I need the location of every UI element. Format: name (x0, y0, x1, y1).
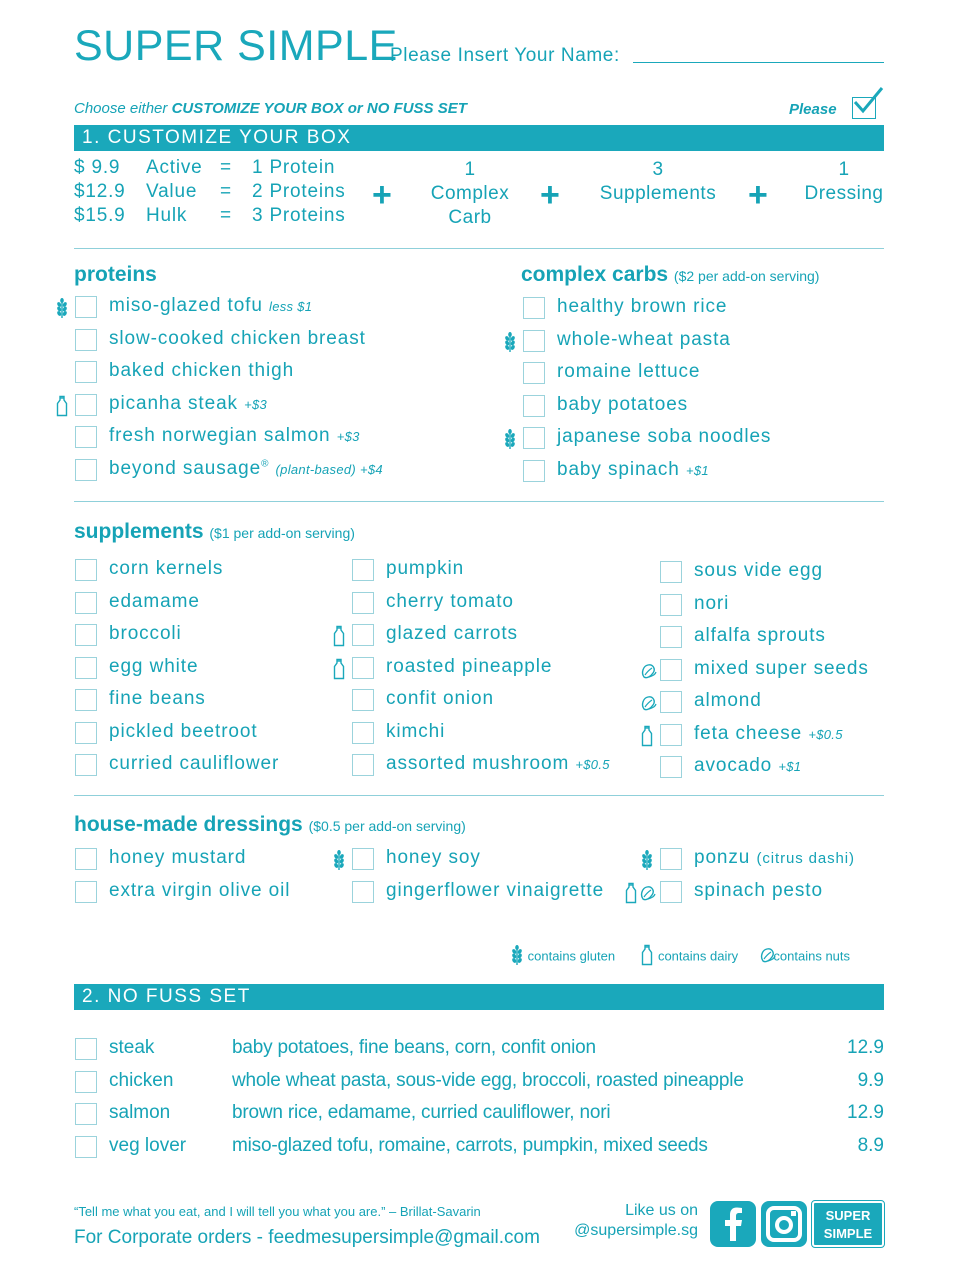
option-gingerflower-vinaigrette[interactable] (386, 880, 604, 902)
dressings-heading: house-made dressings ($0.5 per add-on serving) (74, 813, 466, 836)
social-handle[interactable]: @supersimple.sg (574, 1222, 698, 1239)
set-name[interactable]: salmon (109, 1102, 171, 1123)
tier-price: $ 9.9 (74, 157, 121, 178)
option-label: spinach pesto (694, 879, 823, 901)
divider (74, 501, 884, 502)
tier-name: Hulk (146, 205, 188, 226)
instagram-icon[interactable] (761, 1201, 807, 1247)
option-miso-glazed-tofu[interactable] (109, 295, 312, 317)
tier-proteins: 2 Proteins (252, 181, 346, 202)
like-us-label: Like us on (625, 1202, 698, 1219)
option-edamame[interactable] (109, 591, 200, 613)
nut-icon (640, 660, 654, 682)
checkmark-icon (851, 86, 885, 116)
option-label: baked chicken thigh (109, 360, 295, 382)
wheat-icon (503, 331, 517, 353)
option-alfalfa-sprouts[interactable] (694, 625, 826, 647)
checkbox-romaine-lettuce[interactable] (523, 362, 545, 384)
component-carb: 1 Complex Carb (430, 159, 510, 228)
checkbox-picanha-steak[interactable] (75, 394, 97, 416)
option-label: baby spinach (557, 459, 680, 480)
checkbox-assorted-mushroom[interactable] (352, 754, 374, 776)
checkbox-slow-cooked-chicken-breast[interactable] (75, 329, 97, 351)
option-note: +$0.5 (808, 726, 843, 742)
option-label: nori (694, 592, 730, 614)
option-baked-chicken-thigh[interactable] (109, 360, 294, 382)
option-label: gingerflower vinaigrette (386, 879, 605, 901)
checkbox-spinach-pesto[interactable] (660, 881, 682, 903)
checkbox-cherry-tomato[interactable] (352, 592, 374, 614)
option-spinach-pesto[interactable] (694, 880, 823, 902)
option-label: baby potatoes (557, 393, 689, 415)
checkbox-set-steak[interactable] (75, 1038, 97, 1060)
option-note: +$1 (685, 463, 709, 478)
option-label: curried cauliflower (109, 753, 280, 774)
option-cherry-tomato[interactable] (386, 591, 514, 613)
tier-proteins: 3 Proteins (252, 205, 346, 226)
tier-name: Value (146, 181, 198, 202)
set-price: 12.9 (847, 1037, 884, 1058)
set-description: baby potatoes, fine beans, corn, confit onion (232, 1037, 596, 1058)
brand-title: SUPER SIMPLE (74, 22, 398, 70)
checkbox-sous-vide-egg[interactable] (660, 561, 682, 583)
checkbox-beyond-sausage[interactable] (75, 459, 97, 481)
option-note: (plant-based) +$4 (275, 462, 383, 477)
milk-bottle-icon (640, 725, 654, 747)
option-label: healthy brown rice (557, 296, 728, 317)
tier-equals: = (220, 157, 232, 178)
option-label: glazed carrots (386, 623, 518, 644)
section-customize-header: 1. CUSTOMIZE YOUR BOX (74, 125, 884, 151)
option-feta-cheese[interactable] (694, 723, 843, 745)
option-baby-spinach[interactable] (557, 459, 709, 481)
checkbox-set-chicken[interactable] (75, 1071, 97, 1093)
milk-bottle-icon (624, 882, 638, 904)
set-price: 9.9 (857, 1069, 884, 1091)
please-label: Please (789, 101, 837, 118)
set-name[interactable]: veg lover (109, 1134, 187, 1156)
option-label: egg white (109, 655, 199, 677)
option-label: picanha steak (109, 392, 238, 414)
checkbox-almond[interactable] (660, 691, 682, 713)
option-fresh-norwegian-salmon[interactable] (109, 425, 360, 447)
checkbox-curried-cauliflower[interactable] (75, 754, 97, 776)
set-name[interactable]: steak (109, 1037, 155, 1058)
checkbox-miso-glazed-tofu[interactable] (75, 296, 97, 318)
option-label: alfalfa sprouts (694, 625, 826, 646)
option-glazed-carrots[interactable] (386, 623, 518, 645)
option-label: edamame (109, 590, 200, 612)
divider (74, 248, 884, 249)
nut-icon (639, 882, 653, 904)
option-label: roasted pineapple (386, 655, 553, 677)
checkbox-roasted-pineapple[interactable] (352, 657, 374, 679)
checkbox-japanese-soba-noodles[interactable] (523, 427, 545, 449)
allergen-legend: contains gluten contains dairy contains nuts (510, 946, 850, 968)
option-note: (citrus dashi) (756, 850, 855, 867)
set-name[interactable]: chicken (109, 1069, 174, 1091)
option-fine-beans[interactable] (109, 688, 206, 710)
option-label: avocado (694, 755, 773, 776)
option-label: pumpkin (386, 558, 465, 579)
option-pickled-beetroot[interactable] (109, 721, 258, 743)
facebook-icon[interactable] (710, 1201, 756, 1247)
option-note: +$3 (336, 429, 360, 445)
wheat-icon (510, 944, 524, 966)
checkbox-ponzu[interactable] (660, 848, 682, 870)
checkbox-glazed-carrots[interactable] (352, 624, 374, 646)
set-price: 12.9 (847, 1102, 884, 1123)
wheat-icon (55, 297, 69, 319)
option-healthy-brown-rice[interactable] (557, 296, 727, 318)
name-prompt: Please Insert Your Name: (390, 45, 620, 66)
please-checkbox[interactable] (852, 97, 876, 119)
checkbox-fresh-norwegian-salmon[interactable] (75, 426, 97, 448)
checkbox-baby-potatoes[interactable] (523, 395, 545, 417)
option-slow-cooked-chicken-breast[interactable] (109, 328, 366, 350)
checkbox-pickled-beetroot[interactable] (75, 722, 97, 744)
option-honey-soy[interactable] (386, 847, 481, 869)
option-ponzu[interactable] (694, 847, 855, 869)
checkbox-extra-virgin-olive-oil[interactable] (75, 881, 97, 903)
checkbox-alfalfa-sprouts[interactable] (660, 626, 682, 648)
component-supplements: 3 Supplements (599, 159, 717, 204)
checkbox-pumpkin[interactable] (352, 559, 374, 581)
option-label: fresh norwegian salmon (109, 425, 331, 447)
corporate-orders: For Corporate orders - feedmesupersimple@gmail.com (74, 1227, 540, 1248)
option-label: honey soy (386, 847, 481, 868)
carbs-heading: complex carbs ($2 per add-on serving) (521, 263, 820, 286)
option-extra-virgin-olive-oil[interactable] (109, 880, 290, 902)
tier-equals: = (220, 205, 232, 226)
checkbox-gingerflower-vinaigrette[interactable] (352, 881, 374, 903)
set-description: brown rice, edamame, curried cauliflower, nori (232, 1102, 611, 1123)
checkbox-honey-soy[interactable] (352, 848, 374, 870)
option-label: fine beans (109, 688, 206, 709)
set-price: 8.9 (857, 1134, 884, 1156)
checkbox-nori[interactable] (660, 594, 682, 616)
registered-mark: ® (261, 458, 270, 470)
option-baby-potatoes[interactable] (557, 394, 688, 416)
wheat-icon (332, 849, 346, 871)
option-label: beyond sausage (109, 458, 262, 479)
option-label: feta cheese (694, 722, 803, 744)
checkbox-feta-cheese[interactable] (660, 724, 682, 746)
option-assorted-mushroom[interactable] (386, 753, 610, 775)
set-description: whole wheat pasta, sous-vide egg, broccoli, roasted pineapple (232, 1069, 744, 1091)
wheat-icon (640, 849, 654, 871)
option-japanese-soba-noodles[interactable] (557, 426, 771, 448)
option-confit-onion[interactable] (386, 688, 494, 710)
checkbox-healthy-brown-rice[interactable] (523, 297, 545, 319)
checkbox-edamame[interactable] (75, 592, 97, 614)
checkbox-corn-kernels[interactable] (75, 559, 97, 581)
milk-bottle-icon (55, 395, 69, 417)
option-curried-cauliflower[interactable] (109, 753, 279, 775)
checkbox-kimchi[interactable] (352, 722, 374, 744)
milk-bottle-icon (640, 944, 654, 966)
name-field[interactable] (633, 62, 884, 63)
option-pumpkin[interactable] (386, 558, 464, 580)
checkbox-honey-mustard[interactable] (75, 848, 97, 870)
tier-proteins: 1 Protein (252, 157, 336, 178)
option-roasted-pineapple[interactable] (386, 656, 552, 678)
checkbox-baby-spinach[interactable] (523, 460, 545, 482)
option-note: less $1 (269, 299, 313, 314)
option-label: almond (694, 690, 762, 711)
component-dressing: 1 Dressing (804, 159, 884, 204)
tier-price: $12.9 (74, 181, 126, 202)
checkbox-egg-white[interactable] (75, 657, 97, 679)
option-avocado[interactable] (694, 755, 801, 777)
option-label: extra virgin olive oil (109, 879, 291, 901)
option-egg-white[interactable] (109, 656, 198, 678)
option-label: pickled beetroot (109, 720, 258, 742)
option-label: confit onion (386, 688, 494, 709)
plus-sign-2: + (540, 176, 560, 214)
super-simple-logo: SUPER SIMPLE (812, 1201, 884, 1247)
option-label: whole-wheat pasta (557, 328, 731, 350)
option-label: honey mustard (109, 847, 247, 868)
option-almond[interactable] (694, 690, 762, 712)
option-corn-kernels[interactable] (109, 558, 223, 580)
tier-equals: = (220, 181, 232, 202)
option-mixed-super-seeds[interactable] (694, 658, 869, 680)
option-sous-vide-egg[interactable] (694, 560, 823, 582)
option-whole-wheat-pasta[interactable] (557, 329, 731, 351)
nut-icon (759, 944, 773, 966)
option-label: corn kernels (109, 558, 224, 579)
option-label: broccoli (109, 623, 182, 644)
option-honey-mustard[interactable] (109, 847, 246, 869)
divider (74, 795, 884, 796)
checkbox-baked-chicken-thigh[interactable] (75, 361, 97, 383)
option-romaine-lettuce[interactable] (557, 361, 700, 383)
supplements-heading: supplements ($1 per add-on serving) (74, 520, 355, 543)
checkbox-avocado[interactable] (660, 756, 682, 778)
plus-sign-1: + (372, 176, 392, 214)
option-nori[interactable] (694, 593, 729, 615)
checkbox-whole-wheat-pasta[interactable] (523, 330, 545, 352)
checkbox-confit-onion[interactable] (352, 689, 374, 711)
tier-price: $15.9 (74, 205, 126, 226)
option-label: kimchi (386, 720, 446, 742)
option-picanha-steak[interactable] (109, 393, 267, 415)
checkbox-broccoli[interactable] (75, 624, 97, 646)
option-label: mixed super seeds (694, 657, 869, 679)
option-label: assorted mushroom (386, 753, 570, 774)
option-note: +$0.5 (575, 757, 610, 772)
option-note: +$3 (244, 396, 268, 412)
option-label: miso-glazed tofu (109, 295, 263, 316)
checkbox-set-salmon[interactable] (75, 1103, 97, 1125)
option-kimchi[interactable] (386, 721, 445, 743)
option-label: romaine lettuce (557, 361, 701, 383)
option-beyond-sausage[interactable] (109, 458, 383, 480)
option-broccoli[interactable] (109, 623, 182, 645)
proteins-heading: proteins (74, 263, 157, 286)
section-nofuss-header: 2. NO FUSS SET (74, 984, 884, 1010)
plus-sign-3: + (748, 176, 768, 214)
milk-bottle-icon (332, 658, 346, 680)
wheat-icon (503, 428, 517, 450)
option-label: sous vide egg (694, 560, 823, 581)
nut-icon (640, 692, 654, 714)
set-description: miso-glazed tofu, romaine, carrots, pumpkin, mixed seeds (232, 1134, 708, 1156)
option-label: slow-cooked chicken breast (109, 327, 366, 349)
checkbox-fine-beans[interactable] (75, 689, 97, 711)
tier-name: Active (146, 157, 203, 178)
option-note: +$1 (778, 759, 802, 774)
checkbox-set-veg-lover[interactable] (75, 1136, 97, 1158)
option-label: cherry tomato (386, 590, 514, 612)
choose-instruction: Choose either CUSTOMIZE YOUR BOX or NO FUSS SET (74, 100, 467, 117)
checkbox-mixed-super-seeds[interactable] (660, 659, 682, 681)
option-label: japanese soba noodles (557, 426, 772, 448)
milk-bottle-icon (332, 625, 346, 647)
option-label: ponzu (694, 847, 751, 868)
quote: “Tell me what you eat, and I will tell you what you are.” – Brillat-Savarin (74, 1204, 481, 1219)
